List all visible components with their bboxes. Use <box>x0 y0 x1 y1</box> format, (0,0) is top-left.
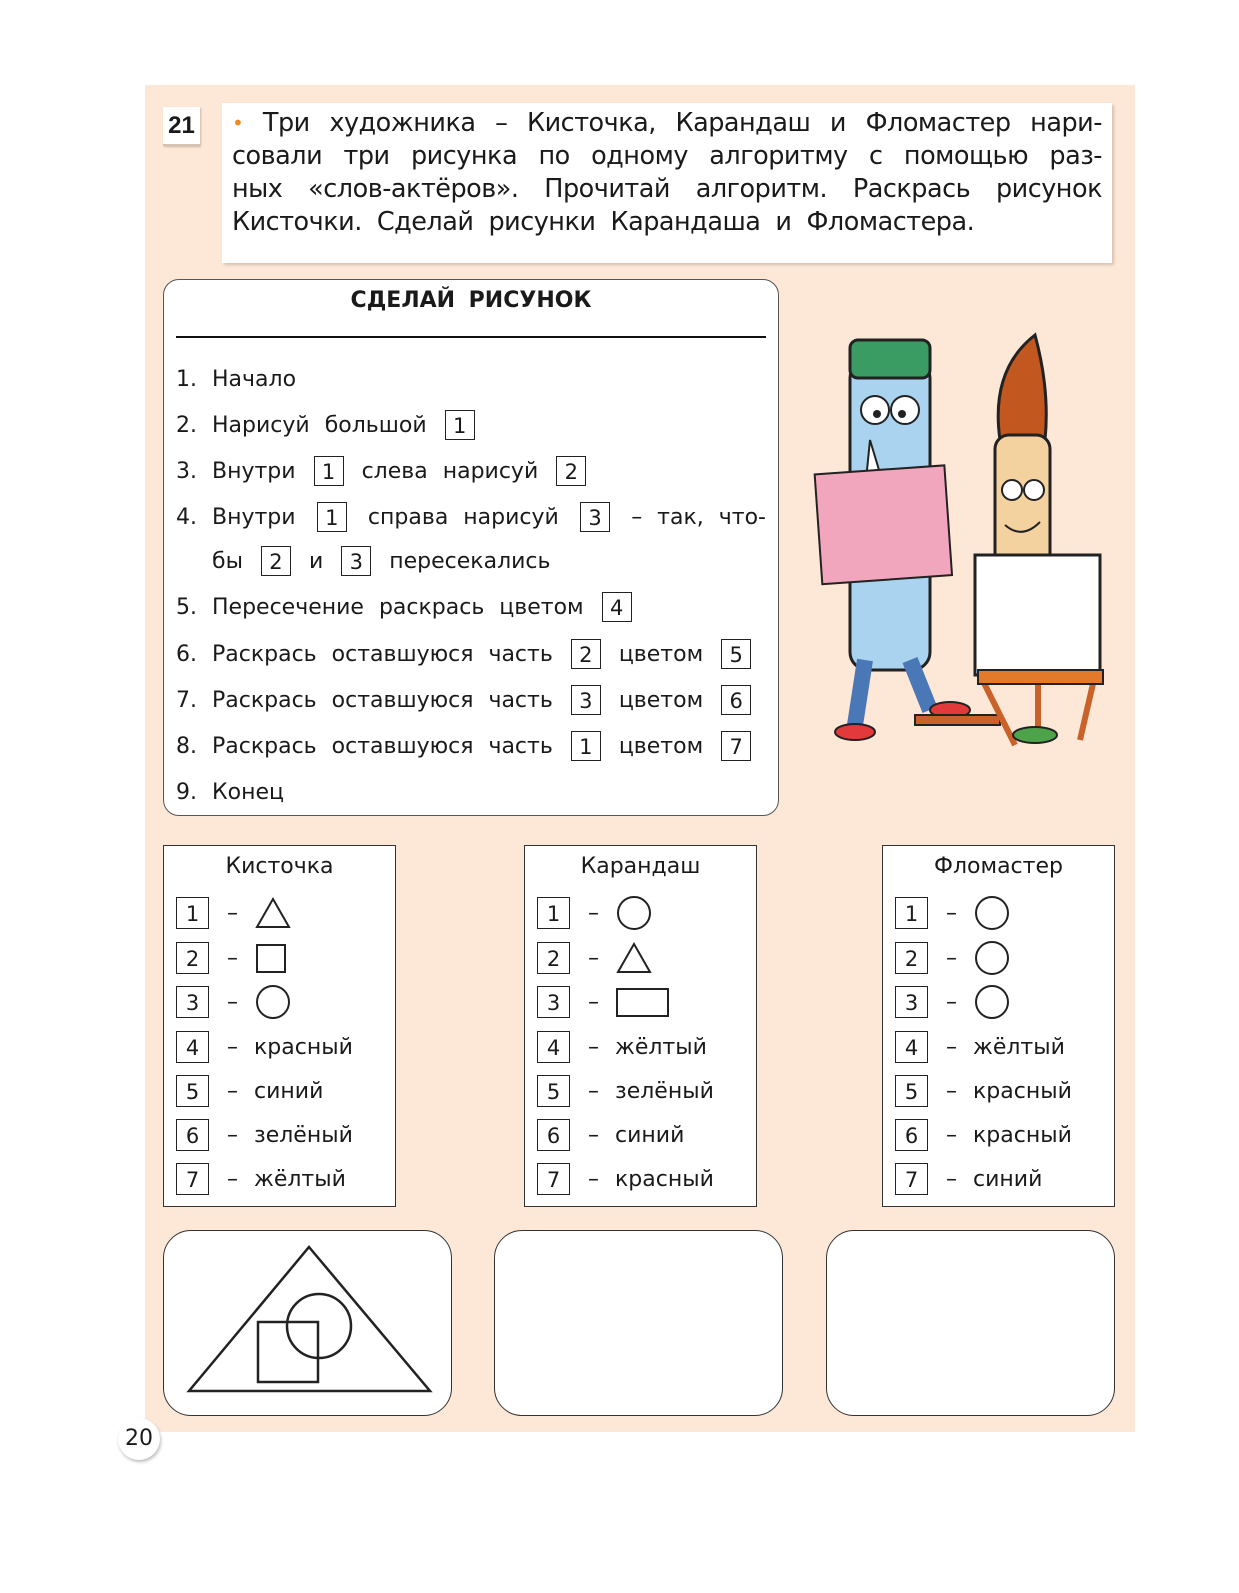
legend-item <box>895 985 1011 1019</box>
circle-icon <box>973 983 1011 1021</box>
actor-box: 1 <box>445 410 475 440</box>
step-text <box>212 367 766 392</box>
dash: – <box>946 945 957 971</box>
step-phrase: Начало <box>212 366 297 392</box>
actor-box: 7 <box>176 1163 209 1195</box>
algorithm-title: СДЕЛАЙ РИСУНОК <box>350 288 592 313</box>
actor-box: 6 <box>176 1119 209 1151</box>
algorithm-step <box>176 405 766 445</box>
legend-item <box>176 985 292 1019</box>
step-number: 7. <box>176 687 197 713</box>
algorithm-step <box>176 726 766 766</box>
legend-item <box>176 896 292 930</box>
dash: – <box>946 1034 957 1060</box>
legend-item <box>537 1162 714 1196</box>
legend-item <box>895 1118 1072 1152</box>
legend-item <box>895 896 1011 930</box>
legend-item <box>176 1074 323 1108</box>
dash: – <box>946 989 957 1015</box>
triangle-shape <box>189 1247 430 1391</box>
actor-box: 6 <box>895 1119 928 1151</box>
circle-icon <box>615 894 653 932</box>
dash: – <box>227 900 238 926</box>
task-word: раз- <box>1049 141 1102 171</box>
step-phrase: справа нарисуй <box>367 504 559 530</box>
task-word: Кисточки. <box>232 207 362 237</box>
task-line <box>232 107 1102 140</box>
brush-character <box>975 335 1103 745</box>
circle-icon <box>973 939 1011 977</box>
page-number: 20 <box>118 1418 160 1460</box>
triangle-icon <box>615 941 653 975</box>
task-word: «слов-актёров». <box>308 174 519 204</box>
task-word: Кисточка, <box>527 108 656 138</box>
task-number: 21 <box>163 107 200 146</box>
task-word: Прочитай <box>544 174 670 204</box>
square-icon <box>254 941 288 975</box>
actor-box: 5 <box>895 1075 928 1107</box>
step-text <box>212 546 766 576</box>
dash: – <box>946 1078 957 1104</box>
task-word: совали <box>232 141 323 171</box>
task-word: с <box>869 141 883 171</box>
dash: – <box>227 989 238 1015</box>
task-word: нари- <box>1030 108 1102 138</box>
step-phrase: Внутри <box>212 458 296 484</box>
actor-box: 3 <box>580 502 610 532</box>
actor-box: 3 <box>341 546 371 576</box>
actor-box: 1 <box>176 897 209 929</box>
legend-item <box>176 1118 353 1152</box>
step-phrase: Нарисуй большой <box>212 412 427 438</box>
actor-box: 3 <box>571 685 601 715</box>
legend-item <box>895 1030 1065 1064</box>
task-word: – <box>495 108 508 138</box>
artists-illustration <box>810 330 1110 750</box>
algorithm-step <box>176 680 766 720</box>
task-word: помощью <box>903 141 1029 171</box>
task-word: Фломастера. <box>806 207 975 237</box>
bullet-icon: • <box>232 111 244 135</box>
task-word: Раскрась <box>852 174 971 204</box>
task-word: Карандаш <box>675 108 811 138</box>
color-name: жёлтый <box>254 1166 346 1192</box>
task-word: рисунка <box>411 141 518 171</box>
step-phrase: цветом <box>618 687 704 713</box>
actor-box: 3 <box>537 986 570 1018</box>
actor-box: 4 <box>537 1031 570 1063</box>
task-word: по <box>538 141 570 171</box>
step-text <box>212 502 766 532</box>
dash: – <box>588 900 599 926</box>
legend-title: Фломастер <box>934 854 1063 879</box>
actor-box: 2 <box>537 942 570 974</box>
legend-item <box>895 941 1011 975</box>
task-word: Фломастер <box>865 108 1011 138</box>
actor-box: 2 <box>571 639 601 669</box>
step-phrase: цветом <box>618 641 704 667</box>
step-phrase: – так, что- <box>631 504 766 530</box>
legend-karandash <box>524 845 757 1207</box>
actor-box: 2 <box>261 546 291 576</box>
step-phrase: Пересечение раскрась цветом <box>212 594 584 620</box>
step-number: 1. <box>176 366 197 392</box>
dash: – <box>227 1122 238 1148</box>
step-number: 6. <box>176 641 197 667</box>
actor-box: 4 <box>176 1031 209 1063</box>
color-name: зелёный <box>615 1078 714 1104</box>
step-phrase: слева нарисуй <box>361 458 539 484</box>
legend-item <box>895 1074 1072 1108</box>
task-text <box>222 103 1112 263</box>
color-name: синий <box>973 1166 1043 1192</box>
step-phrase: Раскрась оставшуюся часть <box>212 641 553 667</box>
task-word: Сделай <box>376 207 474 237</box>
algorithm-step <box>176 497 766 537</box>
step-phrase: цветом <box>618 733 704 759</box>
step-text <box>212 780 766 805</box>
actor-box: 7 <box>721 731 751 761</box>
step-phrase: бы <box>212 548 243 574</box>
task-word: алгоритму <box>709 141 848 171</box>
actor-box: 1 <box>895 897 928 929</box>
legend-flomaster <box>882 845 1115 1207</box>
dash: – <box>588 1034 599 1060</box>
dash: – <box>588 1166 599 1192</box>
color-name: красный <box>973 1078 1072 1104</box>
step-number: 8. <box>176 733 197 759</box>
actor-box: 7 <box>895 1163 928 1195</box>
legend-item <box>537 941 653 975</box>
algorithm-box <box>163 279 779 816</box>
dash: – <box>946 900 957 926</box>
color-name: синий <box>254 1078 324 1104</box>
task-word: Три <box>262 108 310 138</box>
step-number: 5. <box>176 594 197 620</box>
task-word: художника <box>329 108 476 138</box>
divider <box>176 336 766 338</box>
algorithm-step <box>176 634 766 674</box>
legend-item <box>537 1030 707 1064</box>
actor-box: 1 <box>537 897 570 929</box>
legend-kistochka <box>163 845 396 1207</box>
dash: – <box>227 1034 238 1060</box>
step-text <box>212 685 766 715</box>
dash: – <box>227 1078 238 1104</box>
step-phrase: Раскрась оставшуюся часть <box>212 687 553 713</box>
actor-box: 6 <box>721 685 751 715</box>
dash: – <box>946 1166 957 1192</box>
step-phrase: Раскрась оставшуюся часть <box>212 733 553 759</box>
algorithm-step <box>176 772 766 812</box>
task-word: Карандаша <box>610 207 761 237</box>
algorithm-step <box>176 587 766 627</box>
actor-box: 2 <box>556 456 586 486</box>
dash: – <box>588 1122 599 1148</box>
actor-box: 2 <box>176 942 209 974</box>
algorithm-step <box>176 541 766 581</box>
drawing-area-flomaster[interactable] <box>826 1230 1115 1416</box>
task-line <box>232 173 1102 206</box>
legend-item <box>176 1030 353 1064</box>
dash: – <box>227 1166 238 1192</box>
triangle-icon <box>254 896 292 930</box>
task-line <box>232 206 1102 239</box>
task-word: рисунки <box>488 207 596 237</box>
task-word: ных <box>232 174 283 204</box>
legend-item <box>537 1118 684 1152</box>
actor-box: 3 <box>176 986 209 1018</box>
drawing-area-kistochka <box>163 1230 452 1416</box>
step-phrase: и <box>308 548 324 574</box>
dash: – <box>946 1122 957 1148</box>
step-text <box>212 410 766 440</box>
step-text <box>212 731 766 761</box>
step-number: 9. <box>176 779 197 805</box>
algorithm-step <box>176 359 766 399</box>
actor-box: 7 <box>537 1163 570 1195</box>
actor-box: 5 <box>176 1075 209 1107</box>
step-number: 3. <box>176 458 197 484</box>
circle-icon <box>254 983 292 1021</box>
legend-item <box>537 1074 714 1108</box>
color-name: красный <box>615 1166 714 1192</box>
task-word: алгоритм. <box>695 174 828 204</box>
dash: – <box>588 989 599 1015</box>
circle-icon <box>973 894 1011 932</box>
step-text <box>212 592 766 622</box>
dash: – <box>588 945 599 971</box>
step-text <box>212 639 766 669</box>
legend-title: Кисточка <box>225 854 334 879</box>
color-name: жёлтый <box>973 1034 1065 1060</box>
kistochka-drawing <box>164 1231 453 1417</box>
actor-box: 1 <box>314 456 344 486</box>
step-number: 4. <box>176 504 197 530</box>
color-name: жёлтый <box>615 1034 707 1060</box>
actor-box: 5 <box>721 639 751 669</box>
actor-box: 2 <box>895 942 928 974</box>
task-word: и <box>829 108 846 138</box>
legend-item <box>176 941 288 975</box>
legend-title: Карандаш <box>580 854 701 879</box>
drawing-area-karandash[interactable] <box>494 1230 783 1416</box>
step-phrase: пересекались <box>389 548 551 574</box>
color-name: зелёный <box>254 1122 353 1148</box>
task-word: рисунок <box>995 174 1102 204</box>
legend-item <box>537 896 653 930</box>
actor-box: 3 <box>895 986 928 1018</box>
color-name: красный <box>973 1122 1072 1148</box>
legend-item <box>537 985 671 1019</box>
task-word: три <box>343 141 390 171</box>
dash: – <box>588 1078 599 1104</box>
step-number: 2. <box>176 412 197 438</box>
task-line <box>232 140 1102 173</box>
algorithm-step <box>176 451 766 491</box>
step-text <box>212 456 766 486</box>
step-phrase: Внутри <box>212 504 296 530</box>
legend-item <box>895 1162 1042 1196</box>
actor-box: 1 <box>317 502 347 532</box>
dash: – <box>227 945 238 971</box>
task-word: и <box>775 207 792 237</box>
step-phrase: Конец <box>212 779 284 805</box>
marker-character <box>815 340 1000 740</box>
actor-box: 6 <box>537 1119 570 1151</box>
actor-box: 1 <box>571 731 601 761</box>
actor-box: 4 <box>895 1031 928 1063</box>
color-name: красный <box>254 1034 353 1060</box>
rectangle-icon <box>615 985 671 1019</box>
actor-box: 5 <box>537 1075 570 1107</box>
color-name: синий <box>615 1122 685 1148</box>
legend-item <box>176 1162 346 1196</box>
actor-box: 4 <box>602 592 632 622</box>
task-word: одному <box>591 141 688 171</box>
